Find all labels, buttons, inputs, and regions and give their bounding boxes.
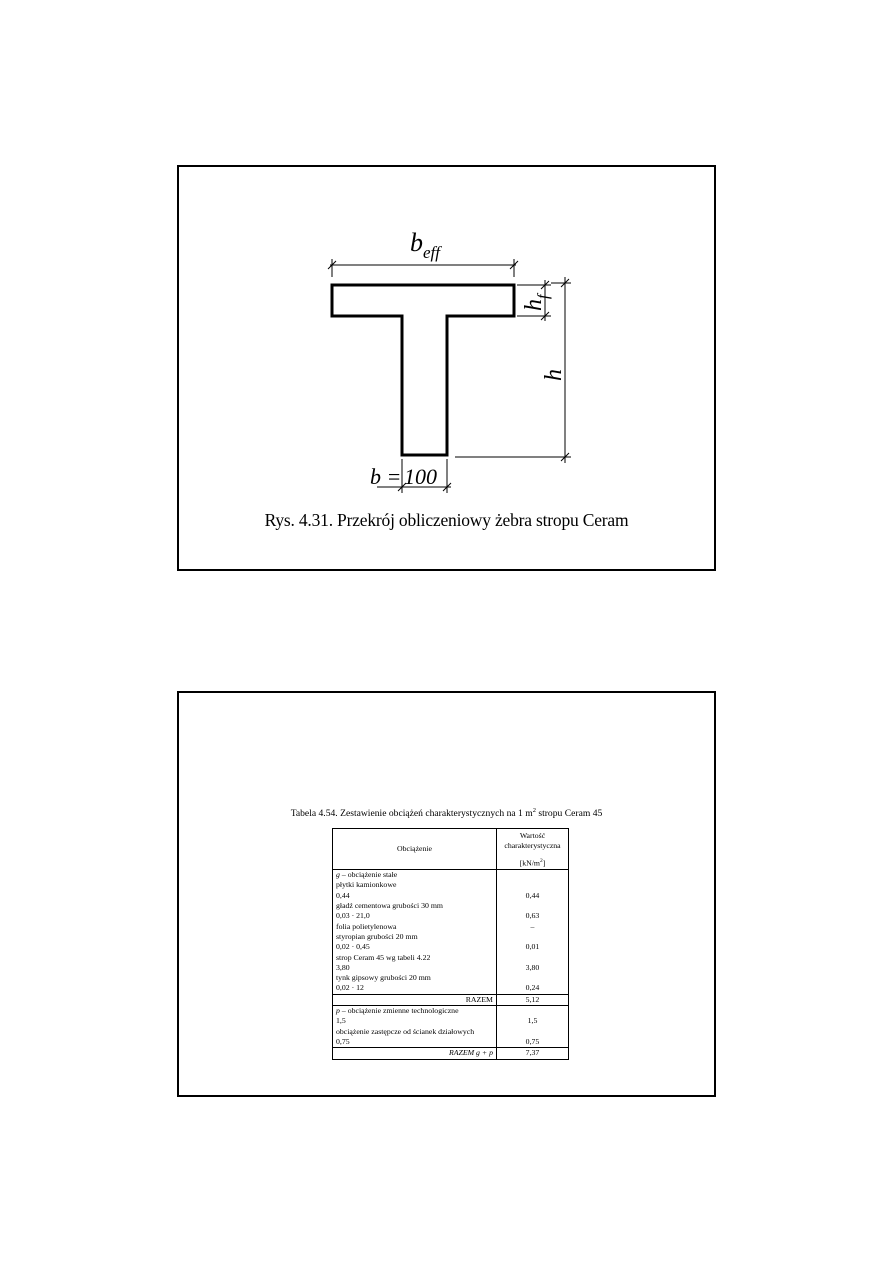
t-section-outline bbox=[332, 285, 514, 455]
table-header-row bbox=[333, 829, 569, 870]
sum-gp-value: 7,37 bbox=[497, 1048, 569, 1059]
loads-table bbox=[332, 828, 569, 1060]
table-row-sum-g bbox=[333, 994, 569, 1005]
figure-caption: Rys. 4.31. Przekrój obliczeniowy żebra stropu Ceram bbox=[264, 510, 629, 530]
b-value: 100 bbox=[404, 464, 437, 489]
table-row-variable bbox=[333, 1006, 569, 1048]
table-panel bbox=[177, 691, 716, 1097]
table-caption: Tabela 4.54. Zestawienie obciążeń charakterystycznych na 1 $m^2$ stropu Ceram 45 bbox=[290, 807, 603, 820]
sum-gp-label: RAZEM g + p bbox=[333, 1048, 497, 1059]
table-row-sum-gp bbox=[333, 1048, 569, 1059]
variable-values: 1,5 0,75 bbox=[497, 1006, 569, 1048]
figure-panel bbox=[177, 165, 716, 571]
b-eff-label: $b_{eff}$ bbox=[410, 228, 440, 262]
permanent-items: g – obciążenie stałe płytki kamionkowe 0,44 gładź cementowa grubości 30 mm 0,03 · 21,0 folia polietylenowa styropian grubości 20 mm 0,02 · 0,45 strop Ceram 45 wg tabeli 4.22 3,80 tynk gipsowy grubości 20 mm 0,02 · 12 bbox=[333, 870, 497, 995]
header-value: Wartość charakterystyczna $[kN/m^2]$ bbox=[497, 829, 569, 870]
header-unit: $[kN/m^2]$ bbox=[519, 857, 546, 868]
header-load: Obciążenie bbox=[333, 829, 497, 870]
permanent-title: g – obciążenie stałe bbox=[336, 870, 398, 880]
permanent-values: 0,44 0,63 – 0,01 3,80 0,24 bbox=[497, 870, 569, 995]
sum-g-label: RAZEM bbox=[333, 994, 497, 1005]
table-row-permanent bbox=[333, 870, 569, 995]
b-label: b = bbox=[370, 464, 402, 489]
sum-g-value: 5,12 bbox=[497, 994, 569, 1005]
h-f-label: $h_f$ bbox=[521, 294, 552, 311]
t-section-diagram bbox=[179, 167, 714, 569]
variable-items: p – obciążenie zmienne technologiczne 1,5 obciążenie zastępcze od ścianek działowych 0,75 bbox=[333, 1006, 497, 1048]
h-label: h bbox=[541, 369, 567, 381]
variable-title: p – obciążenie zmienne technologiczne bbox=[336, 1006, 459, 1016]
